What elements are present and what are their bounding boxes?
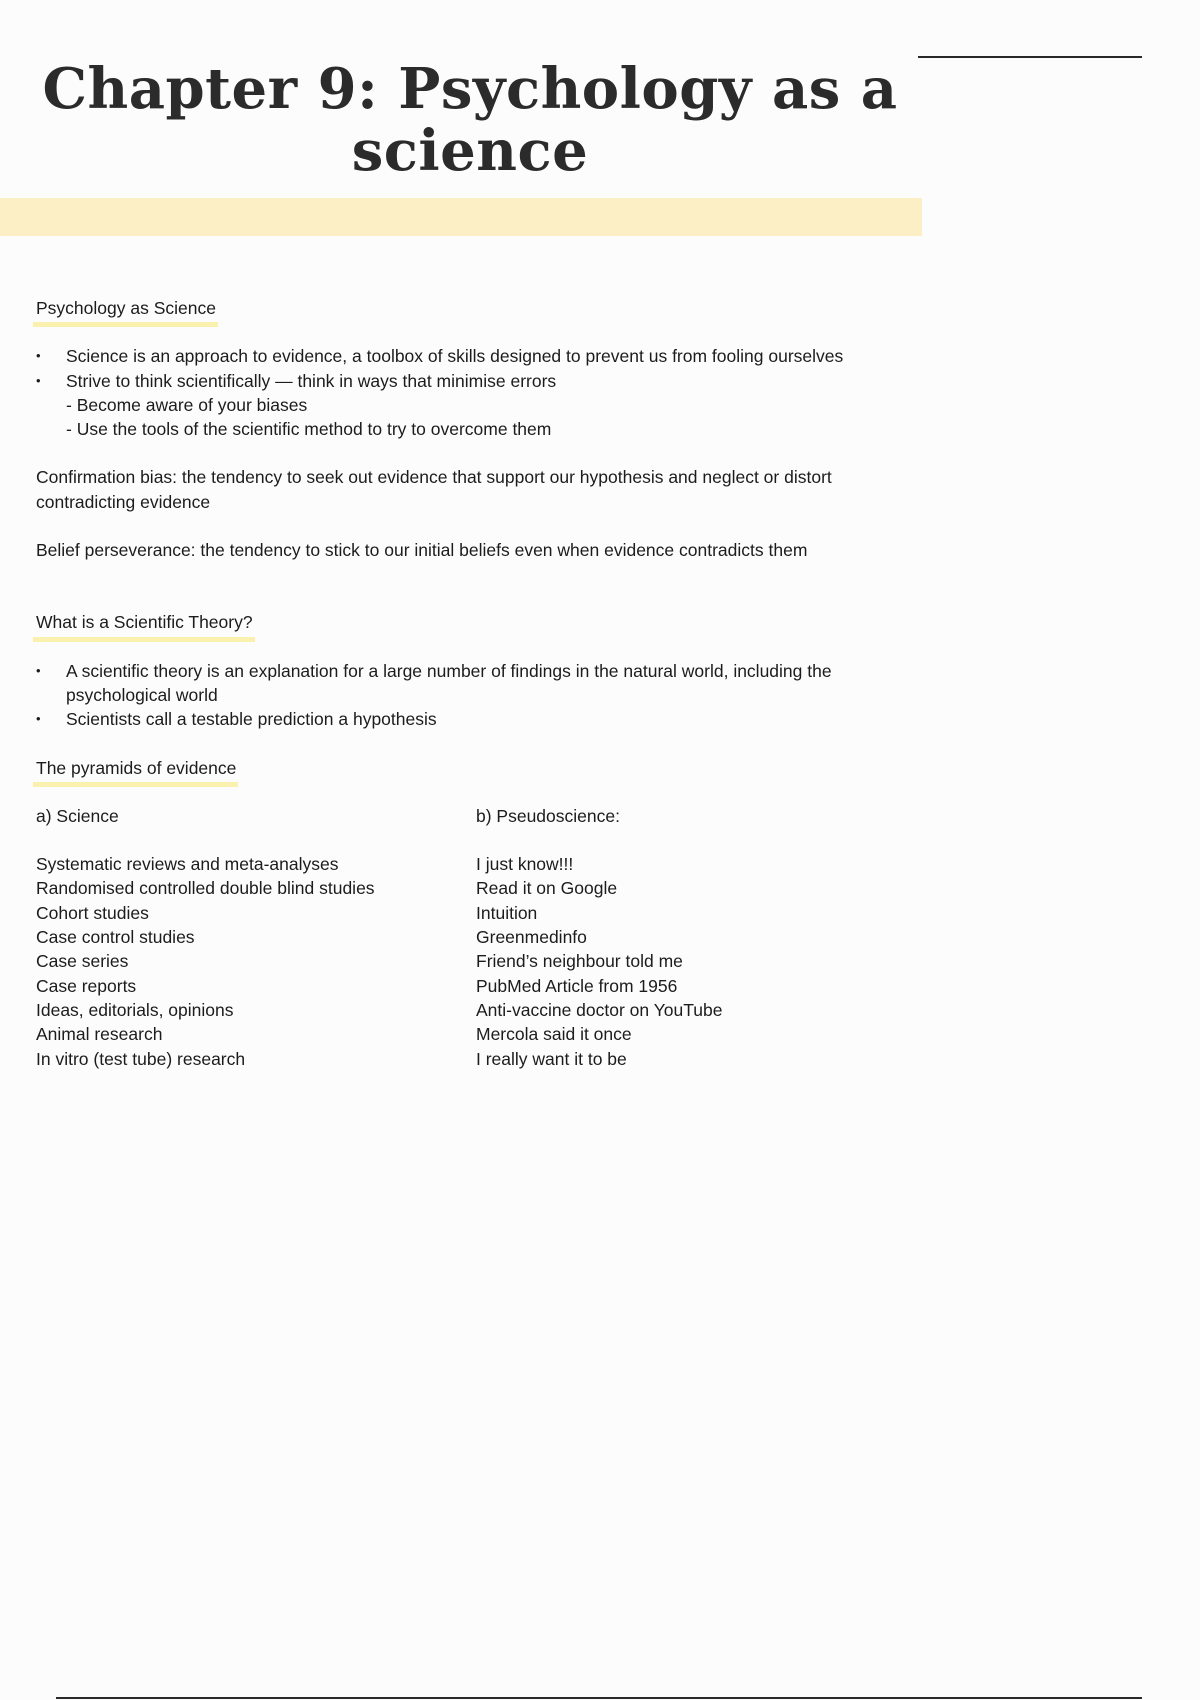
- section-heading-scientific-theory: What is a Scientific Theory?: [36, 610, 253, 634]
- page-title: Chapter 9: Psychology as a science: [42, 56, 898, 184]
- title-highlight-band: [0, 198, 922, 236]
- list-item: • Science is an approach to evidence, a toolbox of skills designed to prevent us from fooling ourselves: [36, 344, 916, 368]
- list-item: Anti-vaccine doctor on YouTube: [476, 999, 723, 1020]
- list-item: In vitro (test tube) research: [36, 1048, 246, 1069]
- list-item: • Strive to think scientifically — think in ways that minimise errors: [36, 369, 916, 393]
- science-evidence-list: [36, 852, 476, 1071]
- list-item: Read it on Google: [476, 878, 618, 899]
- science-column-label: a) Science: [36, 805, 119, 826]
- list-item: I really want it to be: [476, 1048, 627, 1069]
- science-bullet-list: [36, 344, 916, 393]
- pseudoscience-evidence-list: [476, 852, 916, 1071]
- bias-subpoint-list: [36, 393, 916, 442]
- confirmation-bias-definition: Confirmation bias: the tendency to seek out evidence that support our hypothesis and neglect or distort contradicting evidence: [36, 467, 832, 512]
- list-item: Animal research: [36, 1024, 163, 1045]
- list-item: - Become aware of your biases: [66, 394, 308, 415]
- list-item: I just know!!!: [476, 854, 574, 875]
- list-item: Case reports: [36, 975, 137, 996]
- list-item: Systematic reviews and meta-analyses: [36, 854, 339, 875]
- list-item: Friend’s neighbour told me: [476, 951, 683, 972]
- notes-body: [36, 296, 916, 1071]
- evidence-columns: [36, 804, 916, 1071]
- theory-bullet-list: [36, 659, 916, 732]
- list-item: Ideas, editorials, opinions: [36, 999, 234, 1020]
- top-rule: [918, 56, 1142, 58]
- list-item: Mercola said it once: [476, 1024, 632, 1045]
- list-item: • A scientific theory is an explanation for a large number of findings in the natural world, including the psychological world: [36, 659, 916, 708]
- list-item: • Scientists call a testable prediction a hypothesis: [36, 707, 916, 731]
- list-item: Randomised controlled double blind studies: [36, 878, 375, 899]
- pseudoscience-column-label: b) Pseudoscience:: [476, 805, 620, 826]
- section-heading-psychology-as-science: Psychology as Science: [36, 296, 216, 320]
- section-heading-pyramids-of-evidence: The pyramids of evidence: [36, 756, 236, 780]
- list-item: Case control studies: [36, 927, 195, 948]
- list-item: Intuition: [476, 902, 538, 923]
- bottom-rule: [56, 1697, 1142, 1699]
- list-item: - Use the tools of the scientific method to try to overcome them: [66, 419, 552, 440]
- list-item: Cohort studies: [36, 902, 149, 923]
- science-column: [36, 804, 476, 1071]
- pseudoscience-column: [476, 804, 916, 1071]
- list-item: Greenmedinfo: [476, 927, 587, 948]
- list-item: Case series: [36, 951, 129, 972]
- belief-perseverance-definition: Belief perseverance: the tendency to stick to our initial beliefs even when evidence contradicts them: [36, 540, 808, 561]
- list-item: PubMed Article from 1956: [476, 975, 678, 996]
